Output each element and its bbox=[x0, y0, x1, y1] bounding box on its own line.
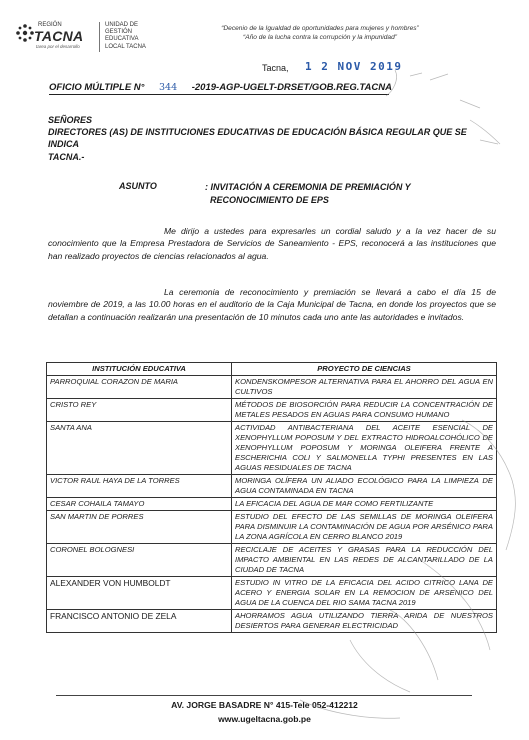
table-row bbox=[47, 475, 497, 498]
header-project: PROYECTO DE CIENCIAS bbox=[232, 363, 497, 376]
project-cell: LA EFICACIA DEL AGUA DE MAR COMO FERTILIZANTE bbox=[232, 498, 497, 511]
institution-cell: CESAR COHAILA TAMAYO bbox=[47, 498, 232, 511]
date-stamp: 1 2 NOV 2019 bbox=[305, 60, 403, 73]
paragraph-1 bbox=[48, 225, 496, 262]
asunto-text bbox=[205, 181, 411, 207]
ugel-line: LOCAL TACNA bbox=[105, 43, 146, 50]
letterhead-divider bbox=[99, 22, 100, 52]
brand-tagline: tarea por el desarrollo bbox=[36, 44, 80, 49]
region-label: REGIÓN bbox=[38, 22, 62, 28]
table-row bbox=[47, 577, 497, 610]
asunto-label: ASUNTO bbox=[119, 181, 157, 191]
footer-address: AV. JORGE BASADRE N° 415-Tele 052-412212 bbox=[171, 700, 358, 710]
header-institution: INSTITUCIÓN EDUCATIVA bbox=[47, 363, 232, 376]
table-row bbox=[47, 399, 497, 422]
ugel-line: EDUCATIVA bbox=[105, 36, 139, 43]
oficio-suffix: -2019-AGP-UGELT-DRSET/GOB.REG.TACNA bbox=[191, 82, 392, 93]
footer-website: www.ugeltacna.gob.pe bbox=[218, 714, 311, 724]
asunto-line-1: : INVITACIÓN A CEREMONIA DE PREMIACIÓN Y bbox=[205, 182, 411, 192]
institution-cell: CORONEL BOLOGNESI bbox=[47, 544, 232, 577]
paragraph-2-text: La ceremonia de reconocimiento y premiación se llevará a cabo el día 15 de noviembre de 2019, a las 10.00 horas en el auditorio de la Caja Municipal de Tacna, en donde los proyectos que se detallan a continuación realizarán una presentación de 10 minutos cada uno ante las autoridades e invitados. bbox=[48, 287, 496, 322]
project-cell: MÉTODOS DE BIOSORCIÓN PARA REDUCIR LA CONCENTRACIÓN DE METALES PESADOS EN AGUAS PARA CONSUMO HUMANO bbox=[232, 399, 497, 422]
motto-line-1: “Decenio de la Igualdad de oportunidades para mujeres y hombres” bbox=[221, 25, 419, 32]
paragraph-2 bbox=[48, 286, 496, 323]
project-cell: KONDENSKOMPESOR ALTERNATIVA PARA EL AHORRO DEL AGUA EN CULTIVOS bbox=[232, 376, 497, 399]
table-row bbox=[47, 422, 497, 475]
project-cell: AHORRAMOS AGUA UTILIZANDO TIERRA ARIDA DE NUESTROS DESIERTOS PARA GENERAR ELECTRICIDAD bbox=[232, 610, 497, 633]
date-place: Tacna, bbox=[262, 63, 289, 73]
motto-line-2: “Año de la lucha contra la corrupción y la impunidad” bbox=[243, 34, 397, 41]
project-cell: MORINGA OLÍFERA UN ALIADO ECOLÓGICO PARA LA LIMPIEZA DE AGUA CONTAMINADA EN TACNA bbox=[232, 475, 497, 498]
project-cell: ESTUDIO DEL EFECTO DE LAS SEMILLAS DE MORINGA OLEIFERA PARA DISMINUIR LA CONTAMINACIÓN DE AGUA POR ARSÉNICO PARA LA ZONA AGRÍCOLA EN CERRO BLANCO 2019 bbox=[232, 511, 497, 544]
brand-name: TACNA bbox=[34, 28, 84, 44]
institution-cell: FRANCISCO ANTONIO DE ZELA bbox=[47, 610, 232, 633]
footer-divider bbox=[56, 695, 472, 696]
table-row bbox=[47, 544, 497, 577]
table-row bbox=[47, 511, 497, 544]
addressee-line-4: TACNA.- bbox=[48, 152, 85, 162]
ugel-label bbox=[105, 22, 146, 51]
institution-cell: SAN MARTIN DE PORRES bbox=[47, 511, 232, 544]
table-row bbox=[47, 610, 497, 633]
addressee-line-2: DIRECTORES (AS) DE INSTITUCIONES EDUCATIVAS DE EDUCACIÓN BÁSICA REGULAR QUE SE bbox=[48, 127, 467, 137]
tacna-logo-icon bbox=[14, 22, 36, 44]
table-row bbox=[47, 498, 497, 511]
project-cell: RECICLAJE DE ACEITES Y GRASAS PARA LA REDUCCIÓN DEL IMPACTO AMBIENTAL EN LAS REDES DE ALCANTARILLADO DE LA CIUDAD DE TACNA bbox=[232, 544, 497, 577]
institution-cell: VICTOR RAUL HAYA DE LA TORRES bbox=[47, 475, 232, 498]
projects-table bbox=[46, 362, 497, 633]
table-header-row bbox=[47, 363, 497, 376]
project-cell: ACTIVIDAD ANTIBACTERIANA DEL ACEITE ESENCIAL DE XENOPHYLLUM POPOSUM Y DEL EXTRACTO HIDROALCOHÓLICO DE XENOPHYLLUM POPOSUM Y MORINGA OLEIFERA FRENTE A ESCHERICHIA COLI Y SALMONELLA TYPHI PRESENTES EN LAS AGUAS RESIDUALES DE TACNA bbox=[232, 422, 497, 475]
table-row bbox=[47, 376, 497, 399]
addressee-line-1: SEÑORES bbox=[48, 115, 93, 125]
asunto-line-2: RECONOCIMIENTO DE EPS bbox=[210, 195, 329, 205]
institution-cell: SANTA ANA bbox=[47, 422, 232, 475]
project-cell: ESTUDIO IN VITRO DE LA EFICACIA DEL ACIDO CITRICO LANA DE ACERO Y ENERGIA SOLAR EN LA REMOCION DE ARSENICO DEL AGUA DE LA CUENCA DEL RIO SAMA TACNA 2019 bbox=[232, 577, 497, 610]
oficio-reference bbox=[49, 82, 392, 93]
institution-cell: CRISTO REY bbox=[47, 399, 232, 422]
oficio-number: 344 bbox=[159, 82, 178, 93]
ugel-line: UNIDAD DE bbox=[105, 22, 139, 28]
oficio-prefix: OFICIO MÚLTIPLE N° bbox=[49, 82, 145, 93]
oficio-underline bbox=[49, 94, 389, 95]
addressee-line-3: INDICA bbox=[48, 139, 79, 149]
institution-cell: PARROQUIAL CORAZON DE MARIA bbox=[47, 376, 232, 399]
paragraph-1-text: Me dirijo a ustedes para expresarles un cordial saludo y a la vez hacer de su conocimiento que la Empresa Prestadora de Servicios de Saneamiento - EPS, reconocerá a las instituciones que han realizado proyectos de ciencias relacionados al agua. bbox=[48, 226, 496, 261]
ugel-line: GESTIÓN bbox=[105, 29, 133, 36]
institution-cell: ALEXANDER VON HUMBOLDT bbox=[47, 577, 232, 610]
